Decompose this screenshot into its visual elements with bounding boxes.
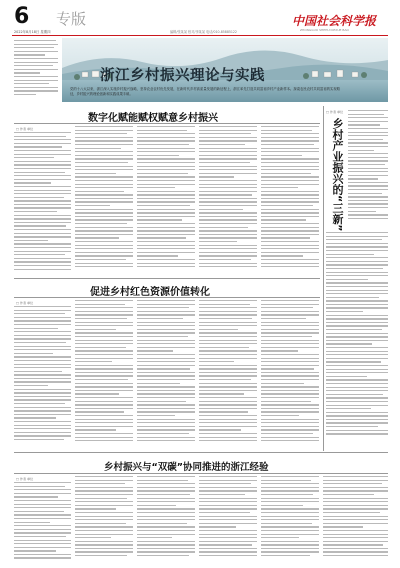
sidebar-byline: □ 作者 单位 <box>326 110 344 114</box>
sidebar-column-2 <box>326 232 388 448</box>
article-2-title: 促进乡村红色资源价值转化 <box>90 287 210 298</box>
article-3-column-5 <box>261 476 319 562</box>
article-1-column-2 <box>75 126 133 274</box>
article-3-column-1 <box>14 482 71 562</box>
left-intro-text <box>14 40 58 100</box>
article-1-rule <box>14 123 320 124</box>
page-number: 6 <box>14 4 30 29</box>
article-2-column-2 <box>75 300 133 448</box>
article-2-top-rule <box>14 278 320 279</box>
article-1-title: 数字化赋能赋权赋意乡村振兴 <box>88 113 218 124</box>
article-2-column-5 <box>261 300 319 448</box>
article-3-column-2 <box>75 476 133 562</box>
sidebar-title: 乡村产业振兴的“三新” <box>331 118 344 232</box>
article-3-rule <box>14 473 388 474</box>
sidebar-divider <box>323 106 324 451</box>
article-3-byline: □ 作者 单位 <box>16 477 34 481</box>
article-2-column-4 <box>199 300 257 448</box>
article-1-column-5 <box>261 126 319 274</box>
paper-name: 中国社会科学报 <box>292 14 377 28</box>
article-3-column-3 <box>137 476 195 562</box>
article-1-column-4 <box>199 126 257 274</box>
article-3-title: 乡村振兴与“双碳”协同推进的浙江经验 <box>104 462 269 473</box>
article-2-byline: □ 作者 单位 <box>16 301 34 305</box>
date-line: 2022年8月18日 星期四 <box>14 30 51 34</box>
article-1-byline: □ 作者 单位 <box>16 127 34 131</box>
article-2-rule <box>14 297 320 298</box>
editor-line: 编辑/张某某 校对/李某某 电话/010-85885122 <box>170 30 237 34</box>
sidebar-column-1 <box>348 110 388 226</box>
paper-name-pinyin: ZHONGGUO SHEHUI KEXUE BAO <box>300 28 349 32</box>
article-1-column-1 <box>14 132 71 274</box>
masthead-rule <box>12 35 388 36</box>
article-2-column-3 <box>137 300 195 448</box>
banner-intro: 党的十八大以来，浙江深入实施乡村振兴战略，坚持农业农村优先发展，在新时代乡村高质量发展的新征程上，浙江率先打造共同富裕乡村产业新样本。探索农民农村共同富裕的实现路径，乡村振兴的理论创新和实践成果丰硕。 <box>70 87 340 96</box>
article-2-column-1 <box>14 306 71 448</box>
section-label: 专版 <box>56 10 87 28</box>
article-3-column-6 <box>323 476 388 562</box>
article-1-column-3 <box>137 126 195 274</box>
banner-title: 浙江乡村振兴理论与实践 <box>100 68 265 84</box>
article-3-top-rule <box>14 452 388 453</box>
article-3-column-4 <box>199 476 257 562</box>
